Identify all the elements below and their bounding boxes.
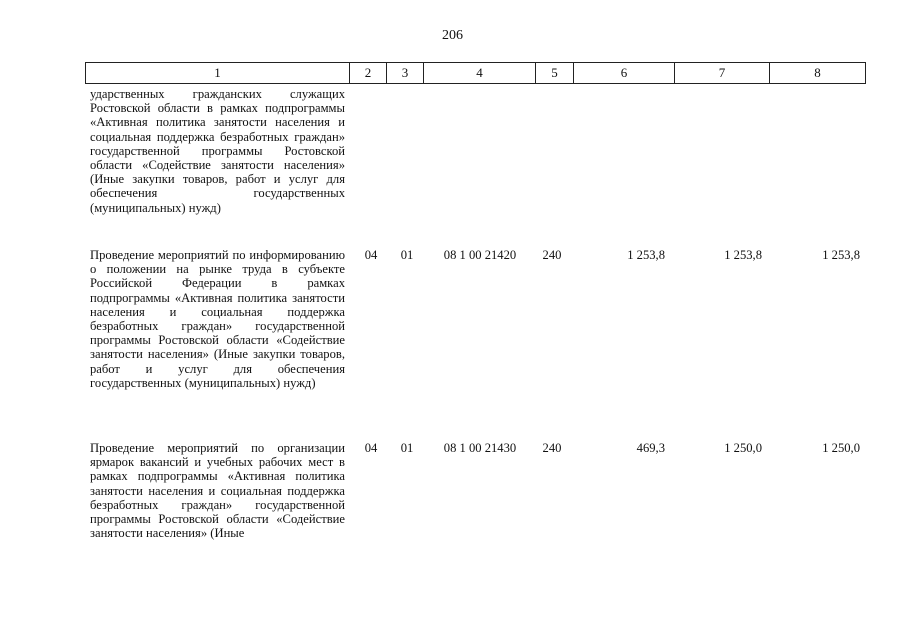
column-header-8: 8 — [770, 63, 866, 84]
column-header-6: 6 — [574, 63, 675, 84]
column-header-table — [85, 62, 866, 84]
column-header-5: 5 — [536, 63, 574, 84]
row-target-article: 08 1 00 21430 — [443, 441, 517, 455]
row-expense-type: 240 — [542, 441, 562, 455]
page-number: 206 — [442, 28, 463, 43]
column-header-row — [86, 63, 866, 84]
row-amount-col6: 1 253,8 — [627, 248, 665, 262]
row-amount-col8: 1 253,8 — [822, 248, 860, 262]
column-header-3: 3 — [387, 63, 424, 84]
row-amount-col7: 1 253,8 — [724, 248, 762, 262]
row-description: Проведение мероприятий по организации ярмарок вакансий и учебных рабочих мест в рамках подпрограммы «Активная политика занятости населения и социальная поддержка безработных граждан» государственной программы Ростовской области «Содействие занятости населения» (Иные — [90, 441, 345, 541]
column-header-7: 7 — [675, 63, 770, 84]
row-subsection: 01 — [400, 441, 414, 455]
row-section: 04 — [364, 248, 378, 262]
column-header-4: 4 — [424, 63, 536, 84]
row-amount-col8: 1 250,0 — [822, 441, 860, 455]
column-header-1: 1 — [86, 63, 350, 84]
row-expense-type: 240 — [542, 248, 562, 262]
row-target-article: 08 1 00 21420 — [443, 248, 517, 262]
row-description: Проведение мероприятий по информированию о положении на рынке труда в субъекте Российской Федерации в рамках подпрограммы «Активная политика занятости населения и социальная поддержка безработных граждан» государственной программы Ростовской области «Содействие занятости населения» (Иные закупки товаров, работ и услуг для обеспечения государственных (муниципальных) нужд) — [90, 248, 345, 390]
row-amount-col6: 469,3 — [636, 441, 665, 455]
row-section: 04 — [364, 441, 378, 455]
row-description: ударственных гражданских служащих Ростовской области в рамках подпрограммы «Активная политика занятости населения и социальная поддержка безработных граждан» государственной программы Ростовской области «Содействие занятости населения» (Иные закупки товаров, работ и услуг для обеспечения государственных (муниципальных) нужд) — [90, 87, 345, 215]
row-subsection: 01 — [400, 248, 414, 262]
column-header-2: 2 — [350, 63, 387, 84]
row-amount-col7: 1 250,0 — [724, 441, 762, 455]
